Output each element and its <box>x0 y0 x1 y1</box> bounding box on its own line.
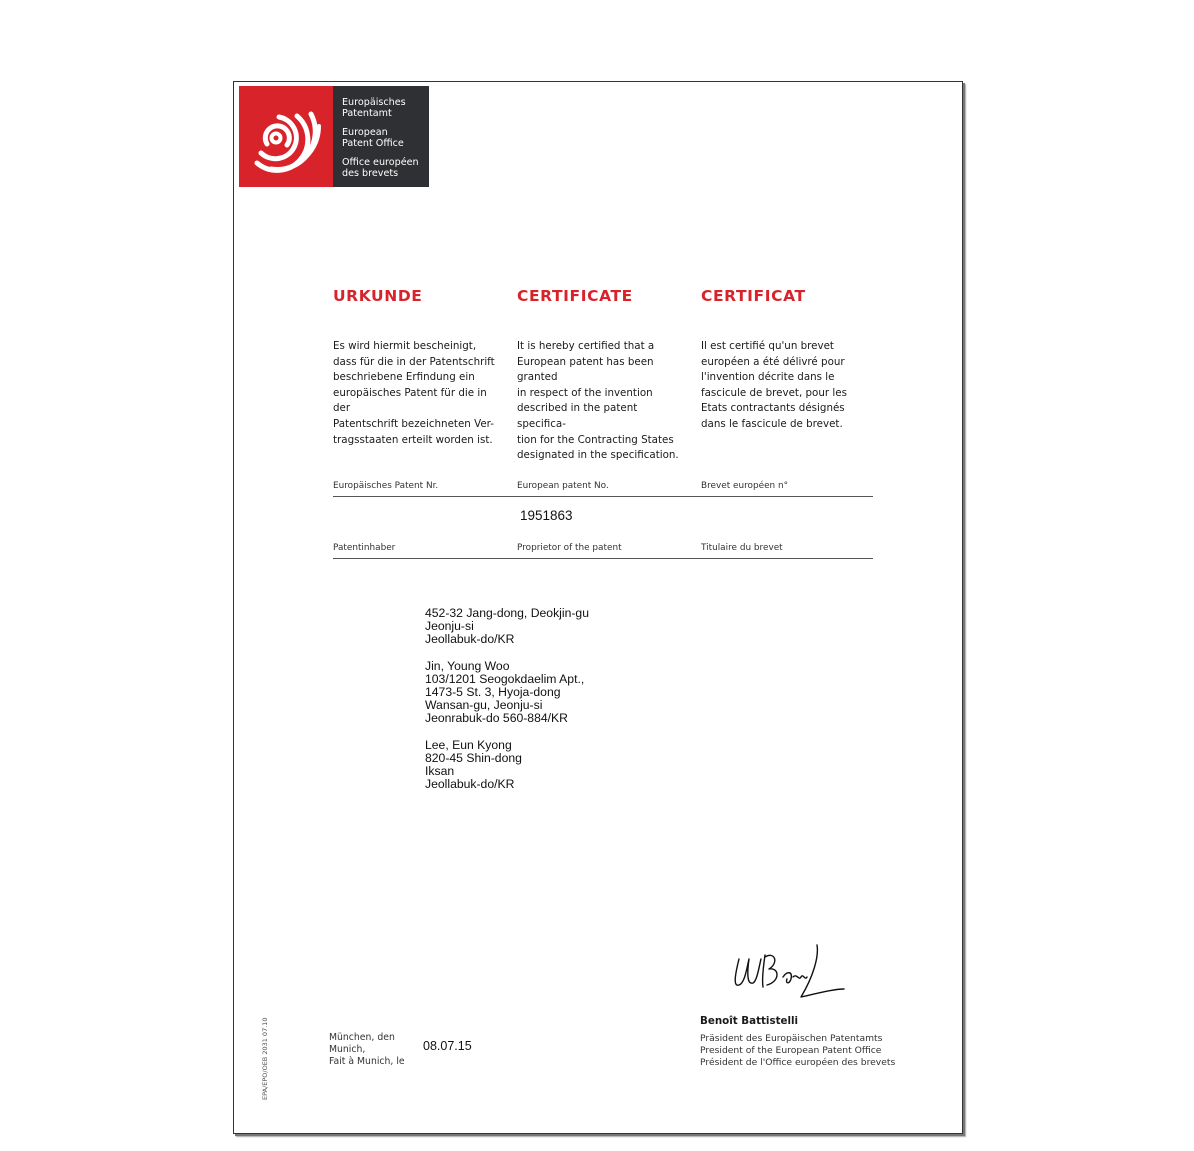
address-block <box>425 607 589 647</box>
address-block <box>425 660 589 726</box>
address-line: Wansan-gu, Jeonju-si <box>425 698 543 713</box>
signer-title-line: President of the European Patent Office <box>700 1045 882 1056</box>
address-line: Jeonrabuk-do 560-884/KR <box>425 711 568 726</box>
paragraph-line: dans le fascicule de brevet. <box>701 417 843 430</box>
patent-no-label-fr: Brevet européen n° <box>701 481 789 491</box>
place-line: Fait à Munich, le <box>329 1056 405 1067</box>
epo-logo <box>239 86 429 187</box>
signer-titles <box>700 1033 895 1069</box>
heading-german: URKUNDE <box>333 287 423 305</box>
address-line: 452-32 Jang-dong, Deokjin-gu <box>425 606 589 620</box>
divider <box>333 558 873 559</box>
form-code: EPA/EPO/OEB 2031 07.10 <box>261 1017 269 1100</box>
paragraph-line: European patent has been granted <box>517 355 654 384</box>
address-line: Jeollabuk-do/KR <box>425 632 515 647</box>
address-line: Iksan <box>425 764 455 779</box>
paragraph-english <box>517 339 687 464</box>
logo-line: des brevets <box>342 168 399 179</box>
signature-image <box>729 937 849 1007</box>
issue-date: 08.07.15 <box>423 1039 472 1053</box>
place-line: Munich, <box>329 1044 366 1055</box>
paragraph-german <box>333 339 503 448</box>
paragraph-line: tragsstaaten erteilt worden ist. <box>333 433 493 446</box>
paragraph-line: europäisches Patent für die in der <box>333 386 487 415</box>
logo-line: Office européen <box>342 157 419 168</box>
paragraph-line: in respect of the invention <box>517 386 653 399</box>
epo-arcs-icon <box>249 96 323 176</box>
paragraph-line: fascicule de brevet, pour les <box>701 386 847 399</box>
logo-line: European <box>342 127 388 138</box>
signer-title-line: Président de l'Office européen des brevets <box>700 1057 896 1068</box>
address-line: Jeonju-si <box>425 619 474 634</box>
paragraph-line: beschriebene Erfindung ein <box>333 371 475 384</box>
patent-number: 1951863 <box>520 508 573 523</box>
epo-logo-mark <box>239 86 333 187</box>
place-of-issue <box>329 1032 405 1068</box>
paragraph-line: Etats contractants désignés <box>701 402 845 415</box>
paragraph-line: dass für die in der Patentschrift <box>333 355 495 368</box>
proprietor-label-en: Proprietor of the patent <box>517 543 622 553</box>
address-line: Jeollabuk-do/KR <box>425 777 515 792</box>
logo-line: Patentamt <box>342 108 392 119</box>
address-line: Jin, Young Woo <box>425 658 510 673</box>
logo-line: Patent Office <box>342 138 404 149</box>
address-line: Lee, Eun Kyong <box>425 737 512 752</box>
address-line: 820-45 Shin-dong <box>425 750 522 765</box>
patent-no-label-de: Europäisches Patent Nr. <box>333 481 439 491</box>
logo-line: Europäisches <box>342 97 406 108</box>
epo-logo-text <box>333 86 429 187</box>
address-block <box>425 739 589 792</box>
address-line: 103/1201 Seogokdaelim Apt., <box>425 671 585 686</box>
paragraph-line: Il est certifié qu'un brevet <box>701 340 834 352</box>
paragraph-line: Patentschrift bezeichneten Ver- <box>333 417 494 430</box>
paragraph-line: l'invention décrite dans le <box>701 371 835 384</box>
signer-name: Benoît Battistelli <box>700 1015 799 1027</box>
paragraph-line: described in the patent specifica- <box>517 402 638 430</box>
certificate-page <box>233 81 963 1134</box>
divider <box>333 496 873 497</box>
address-line: 1473-5 St. 3, Hyoja-dong <box>425 685 561 700</box>
place-line: München, den <box>329 1032 395 1043</box>
paragraph-line: européen a été délivré pour <box>701 355 845 368</box>
paragraph-french <box>701 339 871 433</box>
proprietor-addresses <box>425 607 589 804</box>
patent-no-label-en: European patent No. <box>517 481 609 491</box>
heading-english: CERTIFICATE <box>517 287 633 305</box>
proprietor-label-de: Patentinhaber <box>333 543 396 553</box>
paragraph-line: Es wird hiermit bescheinigt, <box>333 340 477 352</box>
signer-title-line: Präsident des Europäischen Patentamts <box>700 1033 883 1044</box>
heading-french: CERTIFICAT <box>701 287 806 305</box>
paragraph-line: tion for the Contracting States <box>517 433 674 446</box>
paragraph-line: designated in the specification. <box>517 449 679 462</box>
paragraph-line: It is hereby certified that a <box>517 340 655 352</box>
proprietor-label-fr: Titulaire du brevet <box>701 543 783 553</box>
